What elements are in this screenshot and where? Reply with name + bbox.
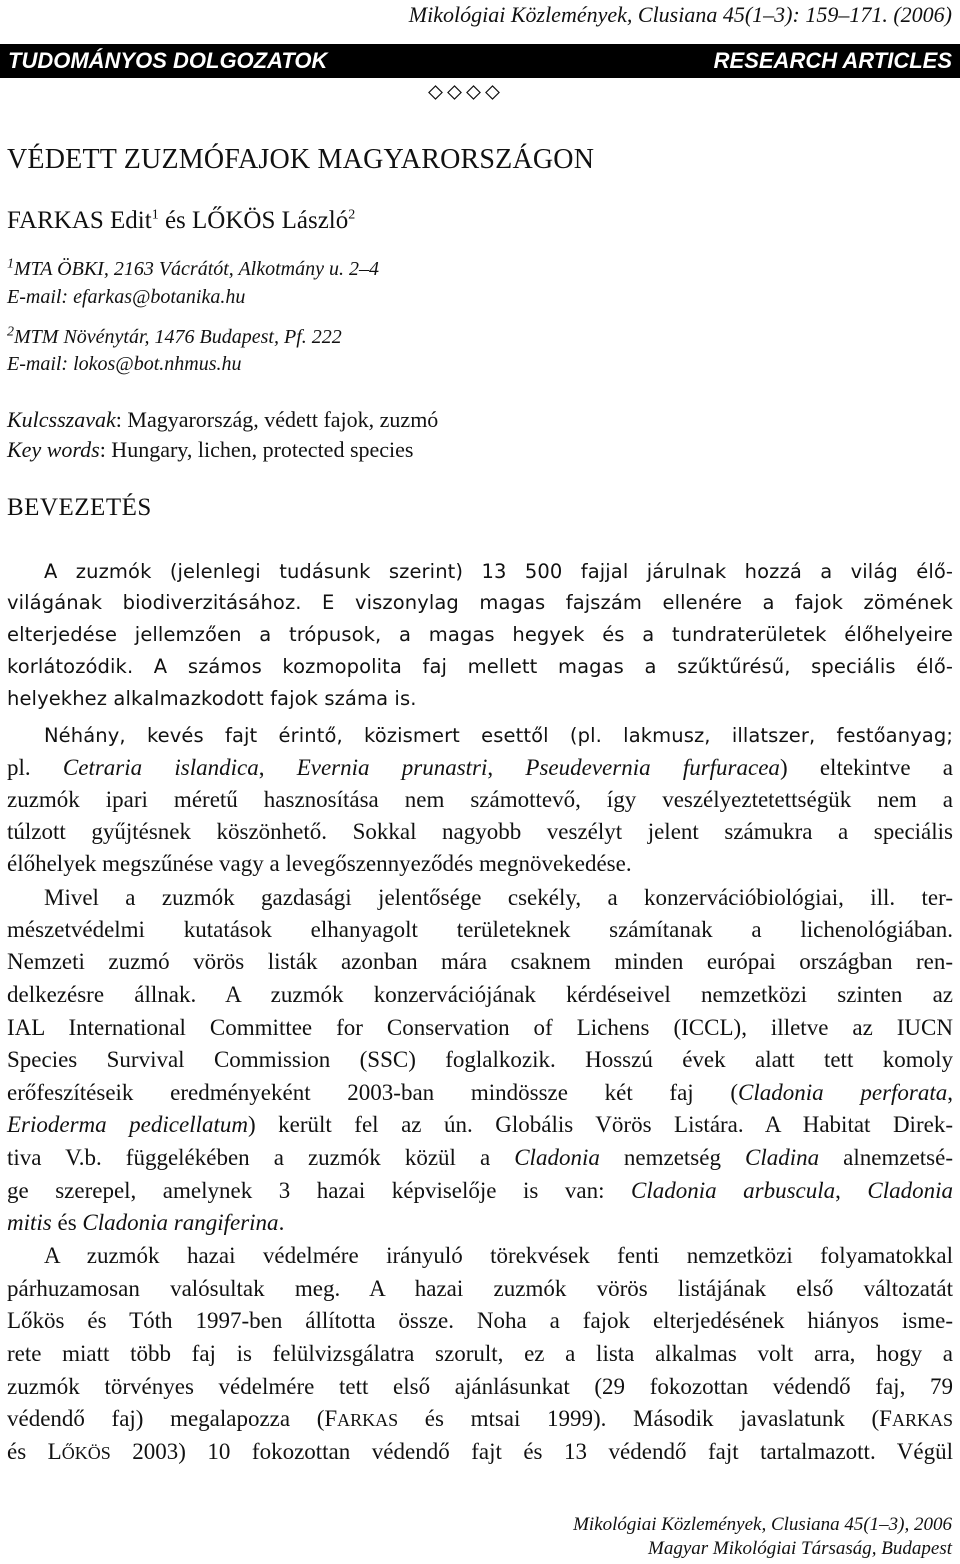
keywords-hu-label: Kulcsszavak — [7, 407, 116, 432]
body-line: Erioderma pedicellatum) került fel az ún. Globális Vörös Listára. A Habitat Direk- — [7, 1112, 953, 1137]
journal-citation: Mikológiai Közlemények, Clusiana 45(1–3): 159–171. (2006) — [408, 2, 952, 27]
author-connector: és — [158, 207, 193, 234]
body-line: delkezésre állnak. A zuzmók konzervációjának kérdéseivel nemzetközi szinten az — [7, 982, 953, 1007]
diamond-icon — [447, 85, 462, 100]
header-right-label: RESEARCH ARTICLES — [713, 48, 952, 73]
diamond-ornament — [428, 85, 500, 100]
body-line: erőfeszítéseik eredményeként 2003-ban mindössze két faj (Cladonia perforata, — [7, 1080, 953, 1105]
diamond-icon — [485, 85, 500, 100]
affiliation-1: $^1$MTA ÖBKI, 2163 Vácrátót, Alkotmány u. 2–4 — [7, 256, 379, 280]
body-line: világának biodiverzitásához. E viszonylag magas fajszám ellenére a fajok zömének — [7, 591, 953, 614]
section-title: BEVEZETÉS — [7, 494, 152, 521]
affiliation-1-sup: 1 — [7, 256, 14, 272]
body-line: A zuzmók (jelenlegi tudásunk szerint) 13 500 fajjal járulnak hozzá a világ élő- — [44, 560, 953, 583]
keywords-en-label: Key words — [7, 437, 100, 462]
diamond-icon — [466, 85, 481, 100]
body-line: ge szerepel, amelynek 3 hazai képviselője is van: Cladonia arbuscula, Cladonia — [7, 1178, 954, 1203]
body-line: élőhelyek megszűnése vagy a levegőszennyeződés megnövekedése. — [7, 851, 632, 876]
body-line: párhuzamosan valósultak meg. A hazai zuzmók vörös listájának első változatát — [7, 1276, 953, 1301]
body-line: és LŐKÖS 2003) 10 fokozottan védendő fajt és 13 védendő fajt tartalmazott. Végül — [7, 1439, 953, 1464]
keywords-en: Key words: Hungary, lichen, protected species — [7, 437, 414, 462]
author-1: FARKAS Edit — [7, 207, 152, 234]
authors — [7, 207, 355, 235]
body-line: védendő faj) megalapozza (FARKAS és mtsai 1999). Második javaslatunk (FARKAS — [7, 1406, 953, 1431]
body-line: zuzmók ipari méretű hasznosítása nem számottevő, így veszélyeztetettségük nem a — [7, 787, 953, 812]
article-title: VÉDETT ZUZMÓFAJOK MAGYARORSZÁGON — [7, 144, 595, 175]
body-line: túlzott gyűjtésnek köszönhető. Sokkal nagyobb veszélyt jelent számukra a speciális — [7, 819, 953, 844]
body-line: pl. Cetraria islandica, Evernia prunastri, Pseudevernia furfuracea) eltekintve a — [7, 755, 953, 780]
body-line: zuzmók törvényes védelmére tett első ajánlásunkat (29 fokozottan védendő faj, 79 — [7, 1374, 953, 1399]
body-line: Species Survival Commission (SSC) foglalkozik. Hosszú évek alatt tett komoly — [7, 1047, 953, 1072]
body-line: A zuzmók hazai védelmére irányuló törekvések fenti nemzetközi folyamatokkal — [44, 1243, 953, 1268]
author-2: LŐKÖS László — [192, 207, 349, 234]
affiliation-1-email: E-mail: efarkas@botanika.hu — [7, 286, 246, 308]
footer-society: Magyar Mikológiai Társaság, Budapest — [648, 1538, 952, 1559]
affiliation-2-sup: 2 — [7, 324, 14, 340]
author-2-sup: 2 — [348, 207, 356, 223]
body-line: tiva V.b. függelékében a zuzmók közül a Cladonia nemzetség Cladina alnemzetsé- — [7, 1145, 953, 1170]
body-line: Nemzeti zuzmó vörös listák azonban mára csaknem minden európai országban ren- — [7, 949, 953, 974]
diamond-icon — [428, 85, 443, 100]
body-line: mészetvédelmi kutatások elhanyagolt területeknek számítanak a lichenológiában. — [7, 917, 953, 942]
keywords-hu: Kulcsszavak: Magyarország, védett fajok, zuzmó — [7, 407, 439, 432]
body-line: Néhány, kevés fajt érintő, közismert esettől (pl. lakmusz, illatszer, festőanyag; — [44, 724, 953, 747]
affiliation-2-email: E-mail: lokos@bot.nhmus.hu — [7, 353, 242, 375]
affiliation-2: $^2$MTM Növénytár, 1476 Budapest, Pf. 222 — [7, 324, 342, 348]
body-line: Lőkös és Tóth 1997-ben állította össze. Noha a fajok elterjedésének hiányos isme- — [7, 1308, 953, 1333]
body-line: elterjedése jellemzően a trópusok, a magas hegyek és a tundraterületek élőhelyeire — [7, 623, 953, 646]
body-line: rete miatt több faj is felülvizsgálatra szorult, ez a lista alkalmas volt arra, hogy a — [7, 1341, 953, 1366]
author-1-sup: 1 — [151, 207, 159, 223]
header-left-label: TUDOMÁNYOS DOLGOZATOK — [8, 48, 328, 73]
body-line: helyekhez alkalmazkodott fajok száma is. — [7, 687, 417, 710]
body-line: mitis és Cladonia rangiferina. — [7, 1210, 285, 1235]
footer-journal: Mikológiai Közlemények, Clusiana 45(1–3), 2006 — [573, 1514, 952, 1535]
body-line: korlátozódik. A számos kozmopolita faj mellett magas a szűktűrésű, speciális élő- — [7, 655, 953, 678]
body-line: IAL International Committee for Conservation of Lichens (ICCL), illetve az IUCN — [7, 1015, 953, 1040]
body-line: Mivel a zuzmók gazdasági jelentősége csekély, a konzervációbiológiai, ill. ter- — [44, 885, 953, 910]
